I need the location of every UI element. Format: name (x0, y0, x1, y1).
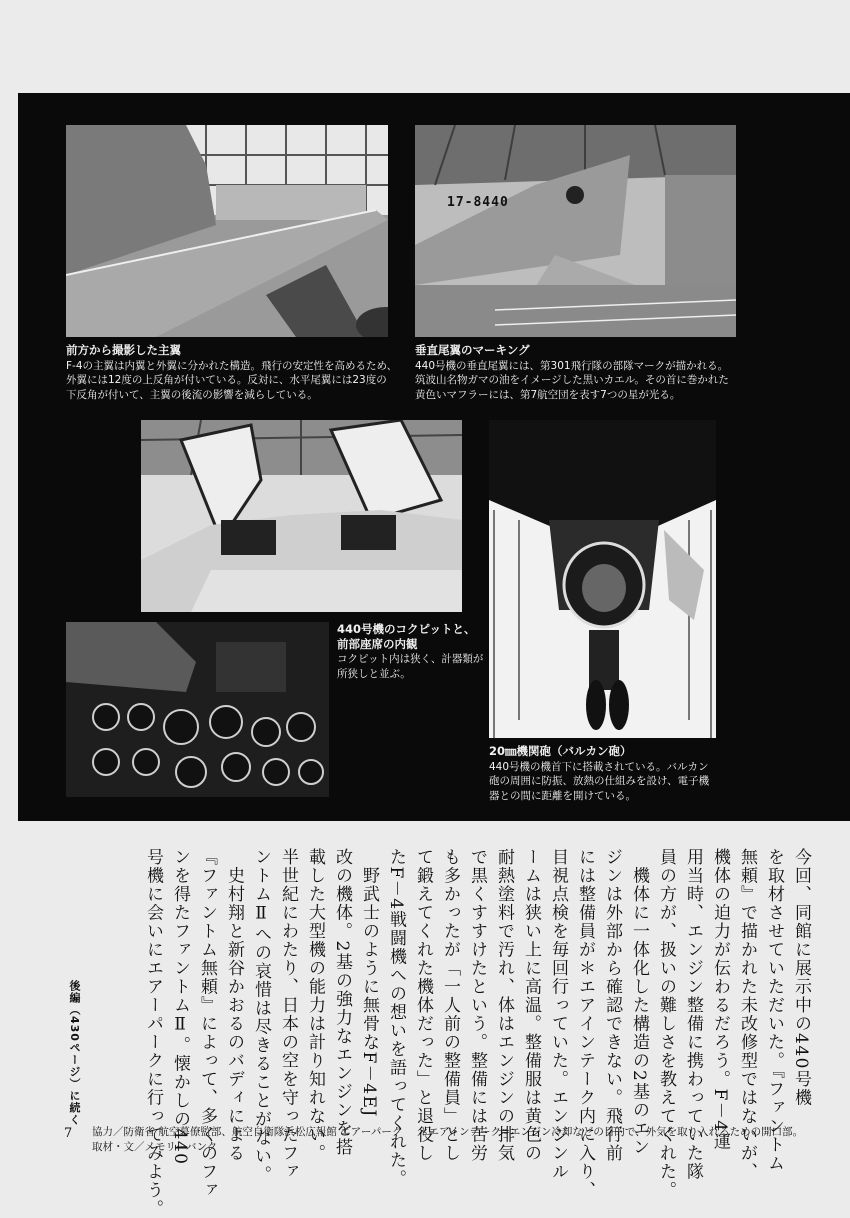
caption-line: 砲の周囲に防振、放熱の仕組みを設け、電子機 (489, 775, 710, 787)
main-wing-caption (66, 343, 397, 402)
article-line: も多かったが「一人前の整備員」とし (440, 848, 460, 1163)
main-wing-photo (66, 125, 388, 337)
caption-line: 440号機の機首下に搭載されている。バルカン (489, 760, 709, 773)
article-line: には整備員が＊エアインテーク内に入り、 (575, 848, 595, 1200)
vertical-tail-caption (415, 343, 729, 402)
caption-title: 20㎜機関砲（バルカン砲） (489, 744, 632, 758)
caption-line: コクピット内は狭く、計器類が (337, 653, 484, 665)
vulcan-caption (489, 744, 709, 803)
article-line: ントムⅡへの哀惜は尽きることがない。 (251, 848, 271, 1184)
caption-line: 筑波山名物ガマの油をイメージした黒いカエル。その首に巻かれた (415, 374, 729, 386)
caption-line: F-4の主翼は内翼と外翼に分かれた構造。飛行の安定性を高めるため、 (66, 359, 398, 372)
article-line: 機体の迫力が伝わるだろう。F－4運 (710, 848, 730, 1152)
article-line: 員の方が、扱いの難しさを教えてくれた。 (656, 848, 676, 1200)
article-line: 載した大型機の能力は計り知れない。 (305, 848, 325, 1163)
article-line: 機体に一体化した構造の2基のエン (629, 848, 649, 1157)
article-line: 耐熱塗料で汚れ、体はエンジンの排気 (494, 848, 514, 1163)
caption-title-line: 440号機のコクピットと、 (337, 622, 476, 636)
article-column-2 (382, 848, 652, 1200)
cockpit-caption (337, 622, 483, 681)
article-line: 目視点検を毎回行っていた。エンジンル (548, 848, 568, 1181)
vertical-tail-photo (415, 125, 736, 337)
article-line: ームは狭い上に高温。整備服は黄色の (521, 848, 541, 1163)
vulcan-cannon-photo (489, 420, 716, 738)
article-line: 号機に会いにエアーパークに行ってみよう。 (143, 848, 163, 1218)
article-line: ジンは外部から確認できない。飛行前 (602, 848, 622, 1163)
caption-line: 440号機の垂直尾翼には、第301飛行隊の部隊マークが描かれる。 (415, 359, 729, 372)
caption-title: 前方から撮影した主翼 (66, 343, 181, 357)
footnote: ＊エアインテーク=エンジン冷却などの目的で、外気を取り入れるための開口部。 (418, 1126, 804, 1138)
article-line: 用当時、エンジン整備に携わっていた隊 (683, 848, 703, 1181)
article-line: 無頼』で描かれた未改修型ではないが、 (737, 848, 757, 1181)
credit-line: 協力／防衛省 航空幕僚監部、航空自衛隊浜松広報館 エアーパーク (92, 1126, 403, 1138)
credit-line: 取材・文／メモリーバンク (92, 1141, 218, 1153)
caption-line: 器との間に距離を開けている。 (489, 789, 636, 802)
article-line: 改の機体。2基の強力なエンジンを搭 (332, 848, 352, 1157)
caption-line: 所狭しと並ぶ。 (337, 667, 411, 680)
caption-title: 垂直尾翼のマーキング (415, 343, 530, 357)
caption-title-line: 前部座席の内観 (337, 636, 418, 651)
article-line: 史村翔と新谷かおるのバディによる (224, 848, 244, 1163)
caption-line: 外翼には12度の上反角が付いている。反対に、水平尾翼には23度の (66, 374, 387, 386)
tail-number: 17-8440 (447, 195, 509, 210)
instrument-panel-photo (66, 622, 329, 797)
article-column-3 (139, 848, 382, 1218)
article-line: たF－4戦闘機への想いを語ってくれた。 (386, 848, 406, 1189)
cockpit-canopy-photo (141, 420, 462, 612)
caption-line: 下反角が付いて、主翼の後流の影響を減らしている。 (66, 388, 318, 401)
continue-note: 後編（430ページ）に続く (68, 980, 81, 1126)
article-line: で黒くすすけたという。整備には苦労 (467, 848, 487, 1163)
article-line: 半世紀にわたり、日本の空を守ったファ (278, 848, 298, 1181)
article-line: 今回、同館に展示中の440号機 (791, 848, 811, 1107)
article-line: を取材させていただいた。『ファントム (764, 848, 784, 1173)
article-line: て鍛えてくれた機体だった」と退役し (413, 848, 433, 1163)
article-line: 『ファントム無頼』によって、多くのファ (197, 848, 217, 1200)
article-line: ンを得たファントムⅡ。懐かしの440 (170, 848, 190, 1166)
article-line: 野武士のように無骨なF－4EJ (359, 848, 379, 1118)
caption-line: 黄色いマフラーには、第7航空団を表す7つの星が光る。 (415, 388, 681, 401)
credits (92, 1125, 402, 1155)
article-column-1 (652, 848, 814, 1200)
page-number: 7 (64, 1126, 73, 1141)
